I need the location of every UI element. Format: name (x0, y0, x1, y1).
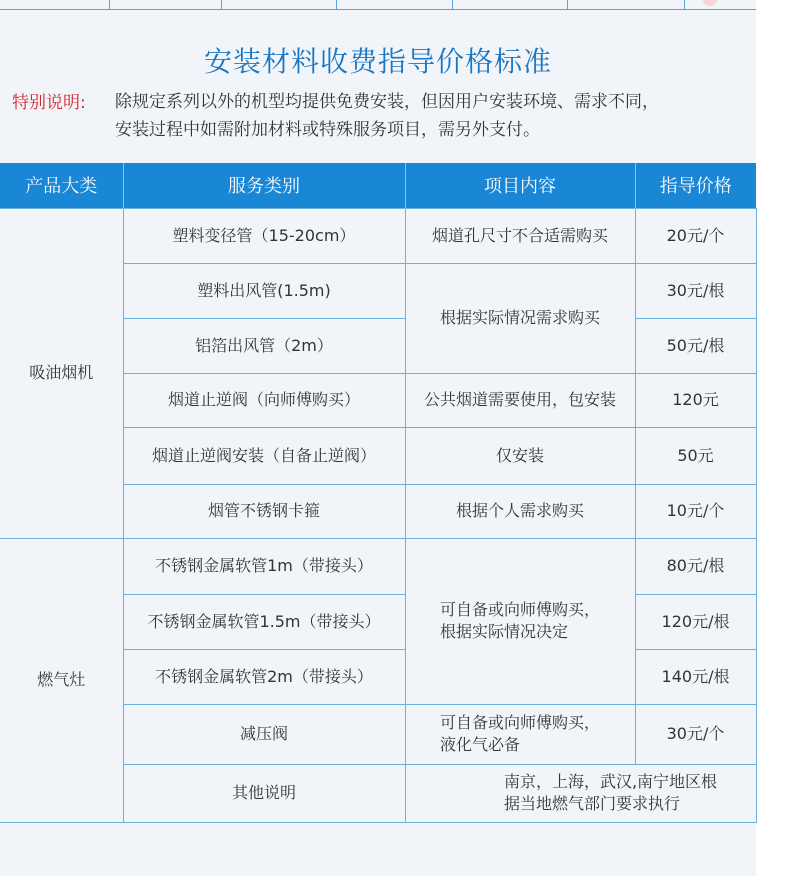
note-text (115, 88, 755, 144)
service-cell: 不锈钢金属软管1m（带接头） (123, 538, 405, 594)
price-cell: 30元/个 (635, 704, 756, 764)
category-cell: 燃气灶 (0, 538, 123, 822)
content-cell: 仅安装 (405, 427, 635, 484)
price-cell: 30元/根 (635, 263, 756, 318)
content-cell: 公共烟道需要使用，包安装 (405, 373, 635, 427)
content-cell: 根据个人需求购买 (405, 484, 635, 538)
category-cell: 吸油烟机 (0, 208, 123, 538)
table-row (0, 538, 756, 594)
service-cell: 烟管不锈钢卡箍 (123, 484, 405, 538)
page-title: 安装材料收费指导价格标准 (203, 45, 552, 78)
content-cell: 烟道孔尺寸不合适需购买 (405, 208, 635, 263)
previous-table-edge (0, 0, 756, 10)
table-header-row (0, 163, 756, 208)
content-line: 可自备或向师傅购买， (439, 713, 600, 732)
price-cell: 120元 (635, 373, 756, 427)
price-cell: 50元 (635, 427, 756, 484)
service-cell: 烟道止逆阀（向师傅购买） (123, 373, 405, 427)
content-cell (405, 538, 635, 704)
right-margin (756, 0, 790, 876)
note-label: 特别说明: (12, 93, 86, 113)
content-line: 据当地燃气部门要求执行 (503, 794, 680, 813)
service-cell: 塑料变径管（15-20cm） (123, 208, 405, 263)
header-content: 项目内容 (405, 163, 635, 208)
service-cell: 不锈钢金属软管2m（带接头） (123, 649, 405, 704)
content-cell (405, 764, 756, 822)
note-line-2: 安装过程中如需附加材料或特殊服务项目，需另外支付。 (115, 120, 540, 140)
service-cell: 烟道止逆阀安装（自备止逆阀） (123, 427, 405, 484)
header-category: 产品大类 (0, 163, 123, 208)
content-line: 南京，上海，武汉,南宁地区根 (503, 772, 718, 791)
header-price: 指导价格 (635, 163, 756, 208)
content-line: 根据实际情况决定 (439, 622, 568, 641)
service-cell: 减压阀 (123, 704, 405, 764)
price-cell: 120元/根 (635, 594, 756, 649)
note-line-1: 除规定系列以外的机型均提供免费安装，但因用户安装环境、需求不同， (115, 92, 659, 112)
content-cell (405, 704, 635, 764)
price-cell: 140元/根 (635, 649, 756, 704)
service-cell: 其他说明 (123, 764, 405, 822)
price-cell: 10元/个 (635, 484, 756, 538)
price-cell: 80元/根 (635, 538, 756, 594)
price-cell: 20元/个 (635, 208, 756, 263)
price-table (0, 163, 757, 823)
service-cell: 塑料出风管(1.5m) (123, 263, 405, 318)
content-line: 液化气必备 (439, 735, 520, 754)
header-service: 服务类别 (123, 163, 405, 208)
service-cell: 不锈钢金属软管1.5m（带接头） (123, 594, 405, 649)
table-row (0, 208, 756, 263)
content-cell: 根据实际情况需求购买 (405, 263, 635, 373)
content-line: 可自备或向师傅购买， (439, 600, 600, 619)
service-cell: 铝箔出风管（2m） (123, 318, 405, 373)
price-cell: 50元/根 (635, 318, 756, 373)
